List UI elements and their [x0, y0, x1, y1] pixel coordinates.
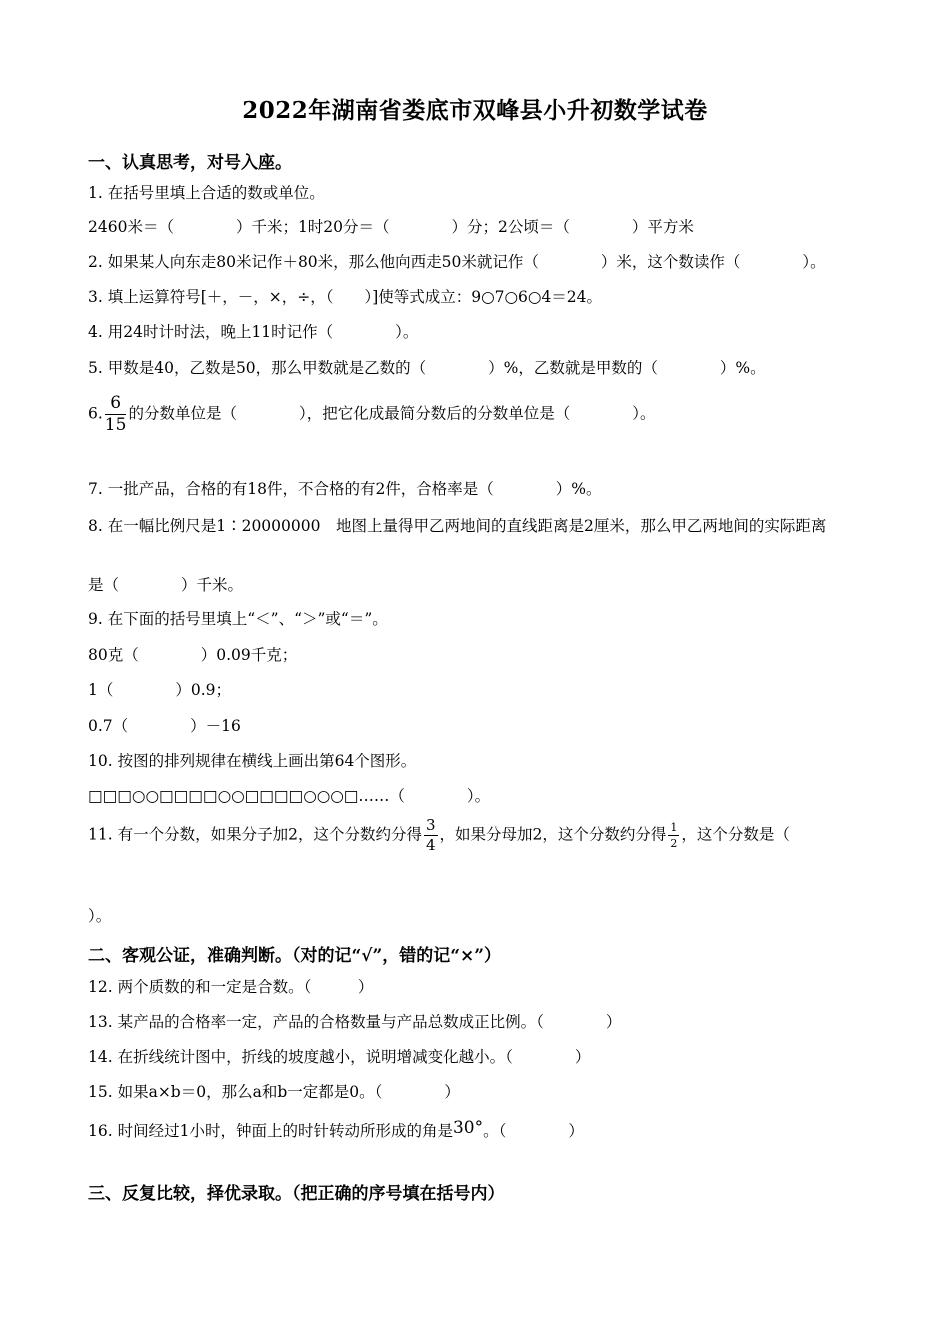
question-9-a: 80克（ ）0.09千克； [88, 646, 298, 664]
section-3-heading: 三、反复比较，择优录取。（把正确的序号填在括号内） [88, 1184, 505, 1204]
section-1-heading: 一、认真思考，对号入座。 [88, 153, 292, 173]
question-7: 7. 一批产品，合格的有18件，不合格的有2件，合格率是（ ）%。 [88, 480, 602, 498]
question-11-text-2: ，如果分母加2，这个分数约分得 [439, 825, 667, 844]
question-13: 13. 某产品的合格率一定，产品的合格数量与产品总数成正比例。（ ） [88, 1013, 622, 1031]
fraction-3-4 [424, 818, 438, 853]
fraction-denominator: 15 [104, 415, 127, 435]
question-11-text-3: ，这个分数是（ [681, 825, 790, 844]
question-14: 14. 在折线统计图中，折线的坡度越小，说明增减变化越小。（ ） [88, 1048, 591, 1066]
question-9: 9. 在下面的括号里填上“＜”、“＞”或“＝”。 [88, 610, 388, 628]
question-6-text: 的分数单位是（ ），把它化成最简分数后的分数单位是（ ）。 [128, 404, 656, 423]
fraction-numerator: 6 [105, 395, 127, 415]
fraction-numerator: 1 [670, 821, 678, 834]
question-9-c: 0.7（ ）－16 [88, 717, 241, 735]
question-6-number: 6. [88, 404, 103, 423]
question-2: 2. 如果某人向东走80米记作＋80米，那么他向西走50米就记作（ ）米，这个数读作（ ）。 [88, 253, 826, 271]
question-8-line-2: 是（ ）千米。 [88, 576, 244, 594]
angle-30-degrees: 30° [452, 1118, 484, 1138]
question-15: 15. 如果a×b＝0，那么a和b一定都是0。（ ） [88, 1083, 460, 1101]
page-title: 2022年湖南省娄底市双峰县小升初数学试卷 [242, 97, 708, 124]
question-16-text: 16. 时间经过1小时，钟面上的时针转动所形成的角是 [88, 1122, 453, 1140]
fraction-6-15 [105, 395, 127, 434]
question-11 [88, 818, 790, 853]
question-3: 3. 填上运算符号[＋，－，×，÷，（ ）]使等式成立：9○7○6○4＝24。 [88, 288, 603, 306]
question-10: 10. 按图的排列规律在横线上画出第64个图形。 [88, 752, 417, 770]
question-12: 12. 两个质数的和一定是合数。（ ） [88, 978, 374, 996]
question-4: 4. 用24时计时法，晚上11时记作（ ）。 [88, 323, 419, 341]
question-1: 1. 在括号里填上合适的数或单位。 [88, 184, 325, 202]
question-9-b: 1（ ）0.9； [88, 681, 232, 699]
question-6 [88, 395, 655, 434]
fraction-1-2 [668, 822, 679, 849]
question-8-line-1: 8. 在一幅比例尺是1∶20000000 地图上量得甲乙两地间的直线距离是2厘米，那么甲乙两地间的实际距离 [88, 517, 827, 535]
question-16-blank: 。（ ） [483, 1122, 584, 1140]
question-5: 5. 甲数是40，乙数是50，那么甲数就是乙数的（ ）%，乙数就是甲数的（ ）%。 [88, 359, 766, 377]
fraction-denominator: 4 [425, 836, 436, 854]
fraction-numerator: 3 [425, 816, 436, 834]
question-11-text-1: 11. 有一个分数，如果分子加2，这个分数约分得 [88, 825, 422, 844]
question-1-blanks: 2460米＝（ ）千米；1时20分＝（ ）分；2公顷＝（ ）平方米 [88, 218, 694, 236]
question-16 [88, 1118, 584, 1141]
section-2-heading: 二、客观公证，准确判断。（对的记“√”，错的记“×”） [88, 946, 502, 966]
fraction-denominator: 2 [670, 837, 678, 850]
question-11-line-2: ）。 [88, 907, 112, 925]
question-10-pattern: □□□○○□□□□○○□□□□○○○□……（ ）。 [88, 787, 491, 805]
